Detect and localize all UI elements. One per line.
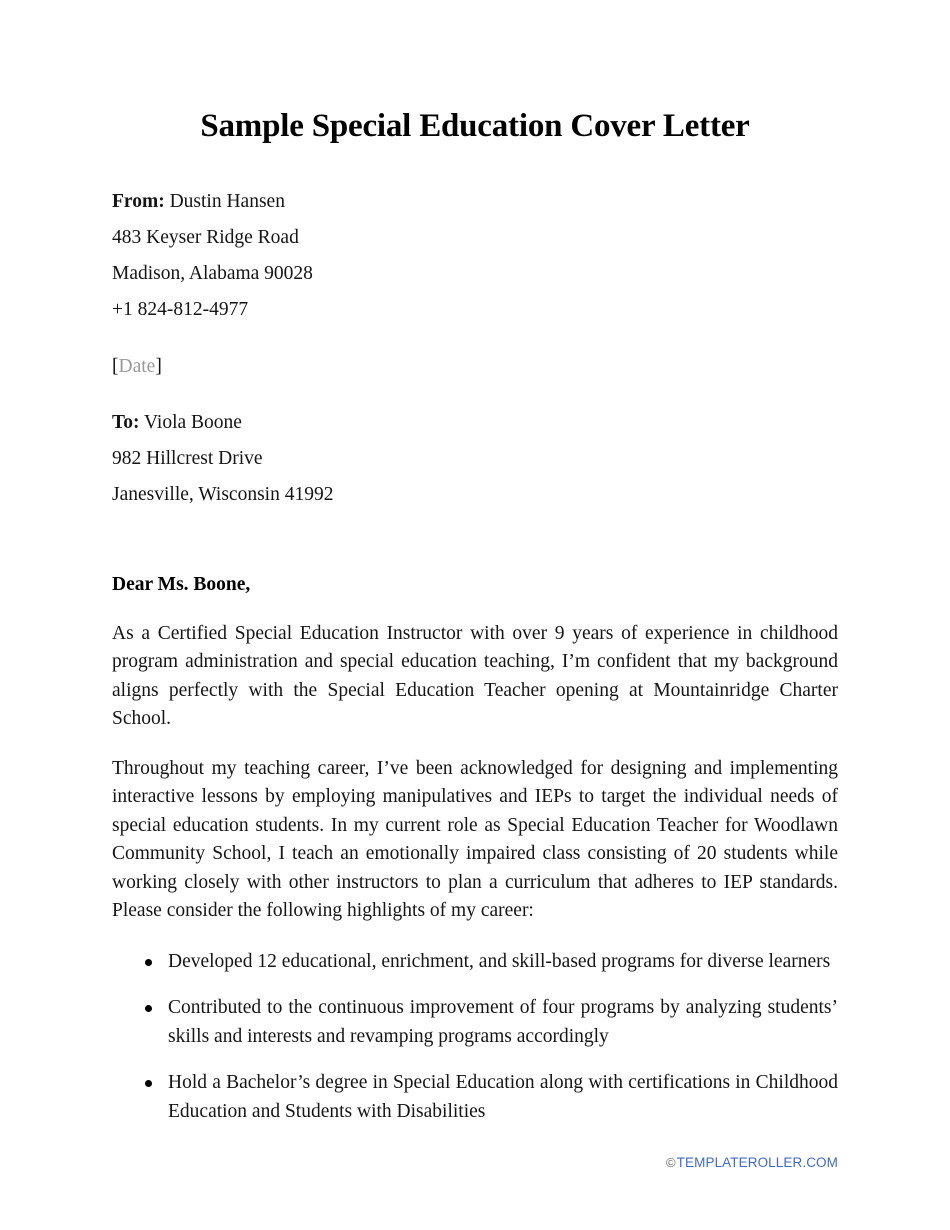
document-content — [112, 0, 838, 1126]
bullet-dot-icon — [145, 1005, 152, 1012]
body-paragraph-2: Throughout my teaching career, I’ve been acknowledged for designing and implementing interactive lessons by employing manipulatives and IEPs to target the individual needs of special education students. In my current role as Special Education Teacher for Woodlawn Community School, I teach an emotionally impaired class consisting of 20 students while working closely with other instructors to plan a curriculum that adheres to IEP standards. Please consider the following highlights of my career: — [112, 757, 838, 922]
sender-phone: +1 824-812-4977 — [112, 298, 249, 320]
footer-watermark[interactable] — [666, 1155, 838, 1170]
sender-street: 483 Keyser Ridge Road — [112, 226, 299, 248]
date-field[interactable] — [112, 349, 838, 385]
salutation: Dear Ms. Boone, — [112, 573, 251, 595]
recipient-street: 982 Hillcrest Drive — [112, 447, 263, 469]
recipient-address-block — [112, 405, 838, 513]
date-open-bracket: [ — [112, 355, 119, 377]
list-item-text: Hold a Bachelor’s degree in Special Education along with certifications in Childhood Education and Students with Disabilities — [168, 1072, 838, 1122]
sender-city-state-zip: Madison, Alabama 90028 — [112, 262, 313, 284]
list-item — [112, 1069, 838, 1126]
recipient-label: To: — [112, 411, 140, 433]
date-placeholder: Date — [118, 355, 156, 377]
list-item — [112, 994, 838, 1051]
bullet-dot-icon — [145, 1080, 152, 1087]
recipient-name-line — [112, 405, 838, 441]
bullet-dot-icon — [145, 959, 152, 966]
date-close-bracket: ] — [155, 355, 162, 377]
recipient-city-state-zip: Janesville, Wisconsin 41992 — [112, 483, 334, 505]
copyright-icon: © — [665, 1155, 676, 1170]
list-item-text: Developed 12 educational, enrichment, and skill-based programs for diverse learners — [168, 950, 831, 972]
list-item — [112, 948, 838, 977]
sender-address-block — [112, 184, 838, 328]
page-title: Sample Special Education Cover Letter — [200, 108, 750, 144]
list-item-text: Contributed to the continuous improvement of four programs by analyzing students’ skills and interests and revamping programs accordingly — [168, 997, 838, 1047]
body-paragraph-1: As a Certified Special Education Instructor with over 9 years of experience in childhood program administration and special education teaching, I’m confident that my background aligns perfectly with the Special Education Teacher opening at Mountainridge Charter School. — [112, 622, 838, 730]
footer-site-name: TEMPLATEROLLER.COM — [676, 1155, 838, 1170]
highlights-list — [112, 948, 838, 1127]
sender-name: Dustin Hansen — [169, 190, 285, 212]
sender-label: From: — [112, 190, 165, 212]
sender-name-line — [112, 184, 838, 220]
recipient-name: Viola Boone — [144, 411, 242, 433]
